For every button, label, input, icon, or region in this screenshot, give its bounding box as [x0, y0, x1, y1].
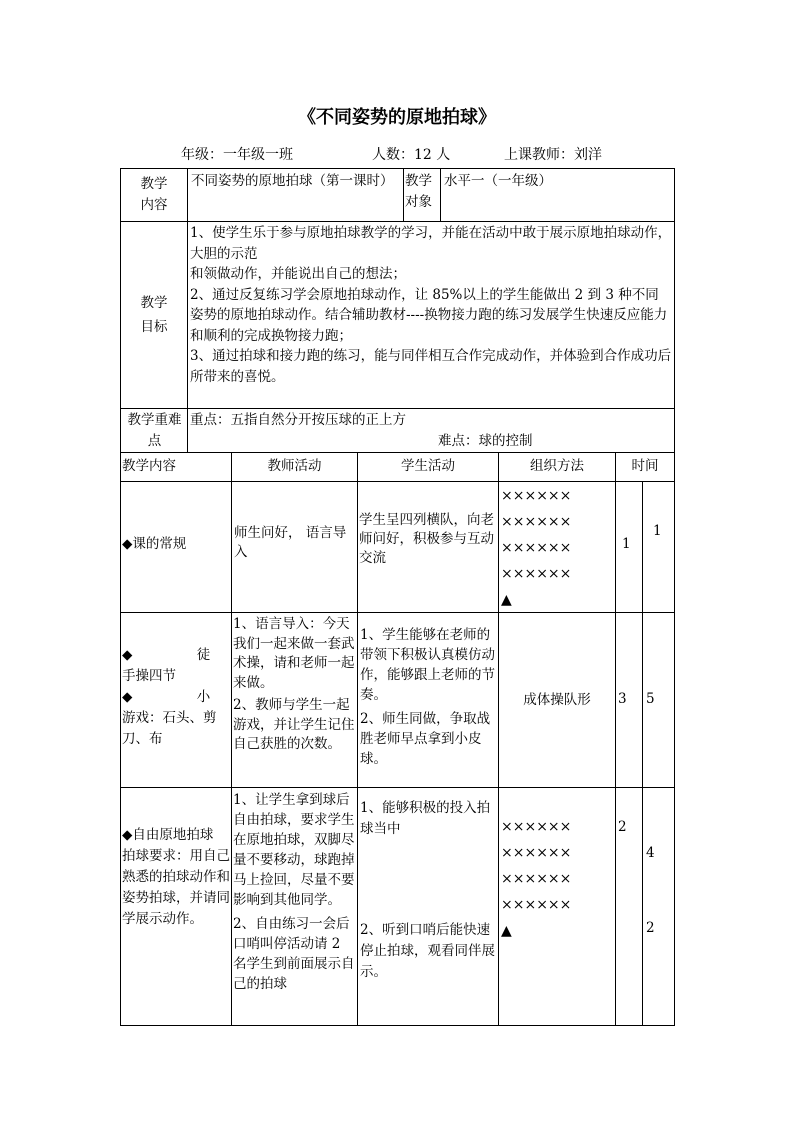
- goal-item: 2、通过反复练习学会原地拍球动作，让 85%以上的学生能做出 2 到 3 种不同姿势的原地拍球动作。结合辅助教材----换物接力跑的练习发展学生快速反应能力和顺利的完成换物接力跑；: [190, 286, 668, 344]
- goals-label-cell: [121, 222, 188, 408]
- student-count-info: 人数：12 人: [372, 147, 451, 163]
- col-header-student: 学生活动: [358, 453, 499, 481]
- student-activity: [358, 482, 499, 612]
- activity-content: [121, 788, 232, 1025]
- teacher-activity: [232, 788, 358, 1025]
- teacher-info: 上课教师：刘洋: [504, 147, 602, 163]
- activity-content-line: 游戏：石头、剪: [122, 710, 217, 726]
- col-header-organize: 组织方法: [499, 453, 616, 481]
- goals-label: 教学目标: [140, 295, 168, 335]
- goal-item: 和领做动作，并能说出自己的想法；: [190, 266, 406, 282]
- student-activity-text: 学生呈四列横队，向老师问好，积极参与互动交流: [359, 512, 494, 566]
- key-point: 重点：五指自然分开按压球的正上方: [190, 412, 406, 428]
- teacher-activity-text: 1、让学生拿到球后自由拍球，要求学生在原地拍球，双脚尽量不要移动，球跑掉马上捡回，尽量不要影响到其他同学。: [233, 792, 355, 908]
- teacher-activity: [232, 613, 358, 787]
- goals-list: [188, 222, 674, 408]
- col-header-content: 教学内容: [121, 453, 232, 481]
- formation-text: 成体操队形: [499, 613, 616, 787]
- teacher-marker: ▲: [501, 592, 512, 608]
- object-value: 水平一（一年级）: [444, 173, 552, 189]
- content-value: 不同姿势的原地拍球（第一课时）: [188, 169, 404, 221]
- col-header-teacher: 教师活动: [232, 453, 358, 481]
- formation-row: ××××××: [501, 897, 572, 913]
- time-a: 1: [616, 482, 643, 612]
- formation-diagram: [499, 482, 616, 612]
- activity-content: [121, 613, 232, 787]
- activity-content: ◆课的常规: [121, 482, 232, 612]
- goals-row: [121, 222, 674, 409]
- formation-row: ××××××: [501, 540, 572, 556]
- activity-content-line: 拍球要求：用自己熟悉的拍球动作和姿势拍球，并请同学展示动作。: [122, 848, 230, 927]
- student-activity-text: 2、师生同做，争取战胜老师早点拿到小皮球。: [360, 711, 491, 767]
- goal-item: 3、通过拍球和接力跑的练习，能与同伴相互合作完成动作，并体验到合作成功后所带来的喜悦。: [190, 348, 672, 385]
- activity-content-line: ◆ 小: [122, 689, 211, 705]
- formation-row: ××××××: [501, 488, 572, 504]
- formation-diagram: [499, 788, 616, 1025]
- teacher-activity-text: 1、语言导入：今天我们一起来做一套武术操，请和老师一起来做。: [233, 616, 355, 691]
- page-title: 《不同姿势的原地拍球》: [298, 107, 496, 128]
- student-activity: [358, 613, 499, 787]
- time-b-column: [643, 788, 674, 1025]
- student-activity-text: 1、能够积极的投入拍球当中: [360, 800, 491, 837]
- time-b: 1: [653, 523, 662, 539]
- activity-header-row: [121, 453, 674, 482]
- teacher-activity-text: 2、自由练习一会后口哨叫停活动请 2 名学生到前面展示自己的拍球: [233, 916, 355, 992]
- time-b: 5: [646, 691, 655, 707]
- key-points-row: [121, 409, 674, 453]
- content-label: 教学内容: [140, 176, 168, 213]
- goal-item: 1、使学生乐于参与原地拍球教学的学习，并能在活动中敢于展示原地拍球动作，大胆的示范: [190, 225, 672, 262]
- activity-row: [121, 482, 674, 613]
- difficult-point: 难点：球的控制: [438, 433, 533, 449]
- teacher-activity: [232, 482, 358, 612]
- teacher-activity-text: 2、教师与学生一起游戏，并让学生记住自己获胜的次数。: [233, 697, 355, 752]
- formation-row: ××××××: [501, 845, 572, 861]
- student-activity-text: 1、学生能够在老师的带领下积极认真模仿动作，能够跟上老师的节奏。: [360, 627, 495, 703]
- activity-row: [121, 788, 674, 1025]
- activity-content-line: 刀、布: [122, 731, 163, 747]
- student-activity: [358, 788, 499, 1025]
- activity-content-line: ◆自由原地拍球: [122, 827, 214, 843]
- activity-row: [121, 613, 674, 788]
- student-activity-text: 2、听到口哨后能快速停止拍球，观看同伴展示。: [360, 922, 495, 980]
- time-a: 2: [616, 788, 643, 1025]
- teacher-activity-text: 师生问好， 语言导入: [234, 525, 347, 560]
- formation-row: ××××××: [501, 514, 572, 530]
- key-label: 教学重难点: [121, 409, 188, 453]
- grade-info: 年级：一年级一班: [181, 147, 293, 163]
- time-b: 4: [646, 845, 655, 861]
- col-header-time: 时间: [631, 458, 659, 474]
- activity-content-line: 手操四节: [122, 668, 176, 684]
- key-points-cell: [188, 409, 674, 453]
- object-label: 教学对象: [404, 169, 441, 221]
- formation-row: ××××××: [501, 871, 572, 887]
- content-label-cell: [121, 169, 188, 221]
- formation-row: ××××××: [501, 819, 572, 835]
- activity-content-line: ◆ 徒: [122, 647, 211, 663]
- content-row: [121, 169, 674, 222]
- time-a: 3: [616, 613, 643, 787]
- activity-table: [120, 453, 675, 1026]
- lesson-header-table: [120, 168, 675, 453]
- formation-row: ××××××: [501, 566, 572, 582]
- teacher-marker: ▲: [501, 923, 512, 939]
- time-c: 2: [646, 920, 655, 936]
